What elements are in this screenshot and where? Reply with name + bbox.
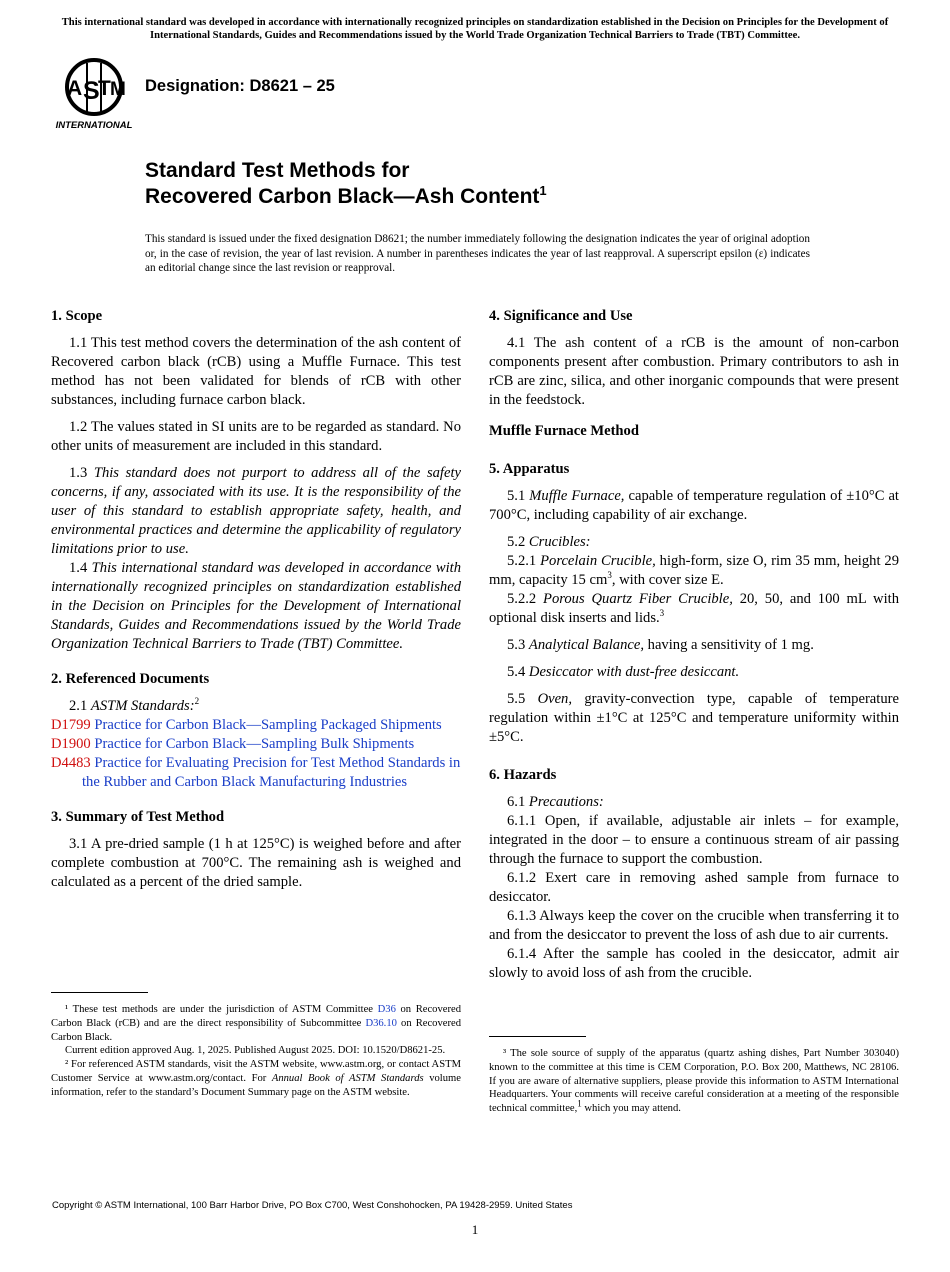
para-6-1-num: 6.1 <box>507 794 526 810</box>
section-5-heading: 5. Apparatus <box>489 461 570 477</box>
para-5-2-2-text: 20, 50, and 100 mL with optional disk inserts and lids. <box>489 591 899 626</box>
footnote-2-text: ² For referenced ASTM standards, visit the ASTM website, www.astm.org, or contact ASTM Customer Service at www.astm.org/contact. For <box>51 1059 461 1084</box>
para-1-2: 1.2 The values stated in SI units are to be regarded as standard. No other units of measurement are included in this standard. <box>51 419 461 454</box>
ref-code[interactable]: D4483 <box>51 755 91 771</box>
para-6-1-1: 6.1.1 Open, if available, adjustable air inlets – for example, integrated in the door – to ensure a continuous stream of air passing through the furnace to support the combustion. <box>489 813 899 867</box>
para-2-1 <box>51 697 461 716</box>
logo-wordmark: INTERNATIONAL <box>55 120 133 131</box>
copyright-notice: Copyright © ASTM International, 100 Barr Harbor Drive, PO Box C700, West Conshohocken, PA 19428-2959. United States <box>52 1200 573 1211</box>
ref-item[interactable] <box>51 735 461 754</box>
para-5-1-item: Muffle Furnace, <box>529 488 625 504</box>
ref-item[interactable] <box>51 716 461 735</box>
ref-title-link[interactable]: Practice for Evaluating Precision for Test Method Standards in the Rubber and Carbon Black Manufacturing Industries <box>82 755 461 790</box>
para-5-5 <box>489 690 899 747</box>
footnote-divider <box>489 1036 586 1037</box>
para-5-3-num: 5.3 <box>507 637 526 653</box>
para-3-1: 3.1 A pre-dried sample (1 h at 125°C) is weighed before and after complete combustion at 700°C. The remaining ash is weighed and calculated as a percent of the dried sample. <box>51 836 461 890</box>
section-1-heading: 1. Scope <box>51 308 103 324</box>
para-5-2-1 <box>489 552 899 590</box>
para-5-2-1-item: Porcelain Crucible, <box>540 553 656 569</box>
para-6-1-4: 6.1.4 After the sample has cooled in the desiccator, admit air slowly to avoid loss of ash from the crucible. <box>489 946 899 981</box>
footnote-1-text: on Recovered Carbon Black (rCB) and are the direct responsibility of Subcommittee <box>51 1004 462 1029</box>
footnote-1-text: on Recovered Carbon Black. <box>51 1017 461 1043</box>
footnote-ref-1[interactable]: 1 <box>577 1098 582 1109</box>
edition-note: Current edition approved Aug. 1, 2025. Published August 2025. DOI: 10.1520/D8621-25. <box>65 1045 446 1057</box>
para-1-3-num: 1.3 <box>69 465 88 481</box>
para-5-5-num: 5.5 <box>507 691 526 707</box>
para-5-4 <box>489 663 899 682</box>
designation: Designation: D8621 – 25 <box>145 77 335 95</box>
para-6-1 <box>489 793 899 812</box>
para-2-1-num: 2.1 <box>69 698 88 714</box>
para-5-3 <box>489 636 899 655</box>
para-1-4-num: 1.4 <box>69 560 88 576</box>
footnote-2-italic: Annual Book of ASTM Standards <box>271 1072 424 1084</box>
para-5-2-2-num: 5.2.2 <box>507 591 537 607</box>
para-5-1-num: 5.1 <box>507 488 526 504</box>
title-line-2-text: Recovered Carbon Black—Ash Content <box>145 185 540 208</box>
document-title <box>145 158 547 210</box>
astm-logo-icon <box>53 55 135 131</box>
para-5-2 <box>489 533 899 552</box>
ref-code[interactable]: D1900 <box>51 736 91 752</box>
para-4-1: 4.1 The ash content of a rCB is the amount of non-carbon components present after combustion. Primary contributors to ash in rCB are zinc, silica, and other inorganic compounds that were present in the feedstock. <box>489 335 899 408</box>
para-1-4-text: This international standard was developed in accordance with internationally recognized principles on standardization established in the Decision on Principles for the Development of International Standards, Guides and Recommendations issued by the World Trade Organization Technical Barriers to Trade (TBT) Committee. <box>51 560 462 652</box>
para-5-2-item: Crucibles: <box>528 534 591 550</box>
para-5-3-item: Analytical Balance, <box>528 637 644 653</box>
footnote-divider <box>51 992 148 993</box>
para-2-1-text: ASTM Standards: <box>90 698 195 714</box>
committee-link[interactable]: D36 <box>377 1004 396 1015</box>
para-1-3 <box>51 464 461 559</box>
para-1-4 <box>51 559 461 654</box>
left-column <box>51 307 461 892</box>
title-line-2 <box>145 184 547 210</box>
para-5-2-2-item: Porous Quartz Fiber Crucible, <box>543 591 733 607</box>
para-5-1 <box>489 487 899 525</box>
astm-logo <box>53 55 135 131</box>
svg-text:T: T <box>98 77 111 100</box>
top-notice: This international standard was developed in accordance with internationally recognized principles on standardization established in the Decision on Principles for the Development of International Standards, Guides and Recommendations issued by the World Trade Organization Technical Barriers to Trade (TBT) Committee. <box>61 17 889 41</box>
method-heading: Muffle Furnace Method <box>489 423 639 439</box>
ref-title-link[interactable]: Practice for Carbon Black—Sampling Packaged Shipments <box>94 717 442 733</box>
footnote-ref-3[interactable]: 3 <box>659 608 665 619</box>
svg-text:S: S <box>83 77 100 105</box>
right-footnotes <box>489 1047 899 1116</box>
right-column <box>489 307 899 983</box>
footnote-1 <box>51 1003 461 1044</box>
footnote-3-text: ³ The sole source of supply of the apparatus (quartz ashing dishes, Part Number 303040) known to the committee at this time is CEM Corporation, P.O. Box 200, Matthews, NC 28106. If you are aware of alternative suppliers, please provide this information to ASTM International Headquarters. Your comments will receive careful consideration at a meeting of the responsible technical committee, <box>489 1048 899 1115</box>
para-5-2-1-text: high-form, size O, rim 35 mm, height 29 mm, capacity 15 cm <box>489 553 900 588</box>
svg-text:M: M <box>110 79 126 100</box>
para-5-2-2 <box>489 590 899 628</box>
footnote-1-text: ¹ These test methods are under the jurisdiction of ASTM Committee <box>65 1004 378 1015</box>
superscript-3: 3 <box>607 570 612 581</box>
para-6-1-item: Precautions: <box>528 794 604 810</box>
para-5-5-text: gravity-convection type, capable of temperature regulation within ±1°C at 125°C and temperature uniformity within ±5°C. <box>489 691 899 745</box>
para-5-4-item: Desiccator with dust-free desiccant. <box>528 664 740 680</box>
footnote-ref-2[interactable]: 2 <box>194 696 200 707</box>
ref-item[interactable] <box>51 754 461 792</box>
issued-note: This standard is issued under the fixed designation D8621; the number immediately following the designation indicates the year of original adoption or, in the case of revision, the year of last revision. A number in parentheses indicates the year of last reapproval. A superscript epsilon (ε) indicates an editorial change since the last revision or reapproval. <box>145 233 810 274</box>
section-6-heading: 6. Hazards <box>489 767 557 783</box>
section-4-heading: 4. Significance and Use <box>489 308 633 324</box>
svg-text:A: A <box>67 77 82 100</box>
section-2-heading: 2. Referenced Documents <box>51 671 210 687</box>
ref-code[interactable]: D1799 <box>51 717 91 733</box>
title-line-1: Standard Test Methods for <box>145 159 410 182</box>
ref-title-link[interactable]: Practice for Carbon Black—Sampling Bulk Shipments <box>94 736 415 752</box>
para-5-3-text: having a sensitivity of 1 mg. <box>647 637 814 653</box>
subcommittee-link[interactable]: D36.10 <box>365 1017 397 1029</box>
para-5-4-num: 5.4 <box>507 664 526 680</box>
para-5-2-1-num: 5.2.1 <box>507 553 537 569</box>
footnote-3 <box>489 1047 899 1116</box>
section-3-heading: 3. Summary of Test Method <box>51 809 225 825</box>
footnote-3-text: which you may attend. <box>581 1103 681 1115</box>
para-6-1-2: 6.1.2 Exert care in removing ashed sample from furnace to desiccator. <box>489 870 899 905</box>
para-6-1-3: 6.1.3 Always keep the cover on the crucible when transferring it to and from the desiccator to prevent the loss of ash due to air currents. <box>489 908 899 943</box>
footnote-2-text: volume information, refer to the standard’s Document Summary page on the ASTM website. <box>51 1072 461 1098</box>
para-1-3-text: This standard does not purport to address all of the safety concerns, if any, associated with its use. It is the responsibility of the user of this standard to establish appropriate safety, health, and environmental practices and determine the applicability of regulatory limitations prior to use. <box>51 465 461 557</box>
para-5-2-num: 5.2 <box>507 534 526 550</box>
para-5-1-text: capable of temperature regulation of ±10°C at 700°C, including capability of air exchange. <box>489 488 899 523</box>
para-1-1: 1.1 This test method covers the determination of the ash content of Recovered carbon black (rCB) using a Muffle Furnace. This test method has not been validated for blends of rCB with other substances, including furnace carbon black. <box>51 335 461 408</box>
left-footnotes <box>51 1003 461 1100</box>
title-footnote-ref[interactable]: 1 <box>539 183 547 198</box>
page-number: 1 <box>471 1222 479 1237</box>
para-5-2-1-tail: , with cover size E. <box>611 572 724 588</box>
footnote-2 <box>51 1058 461 1099</box>
para-5-5-item: Oven, <box>537 691 573 707</box>
